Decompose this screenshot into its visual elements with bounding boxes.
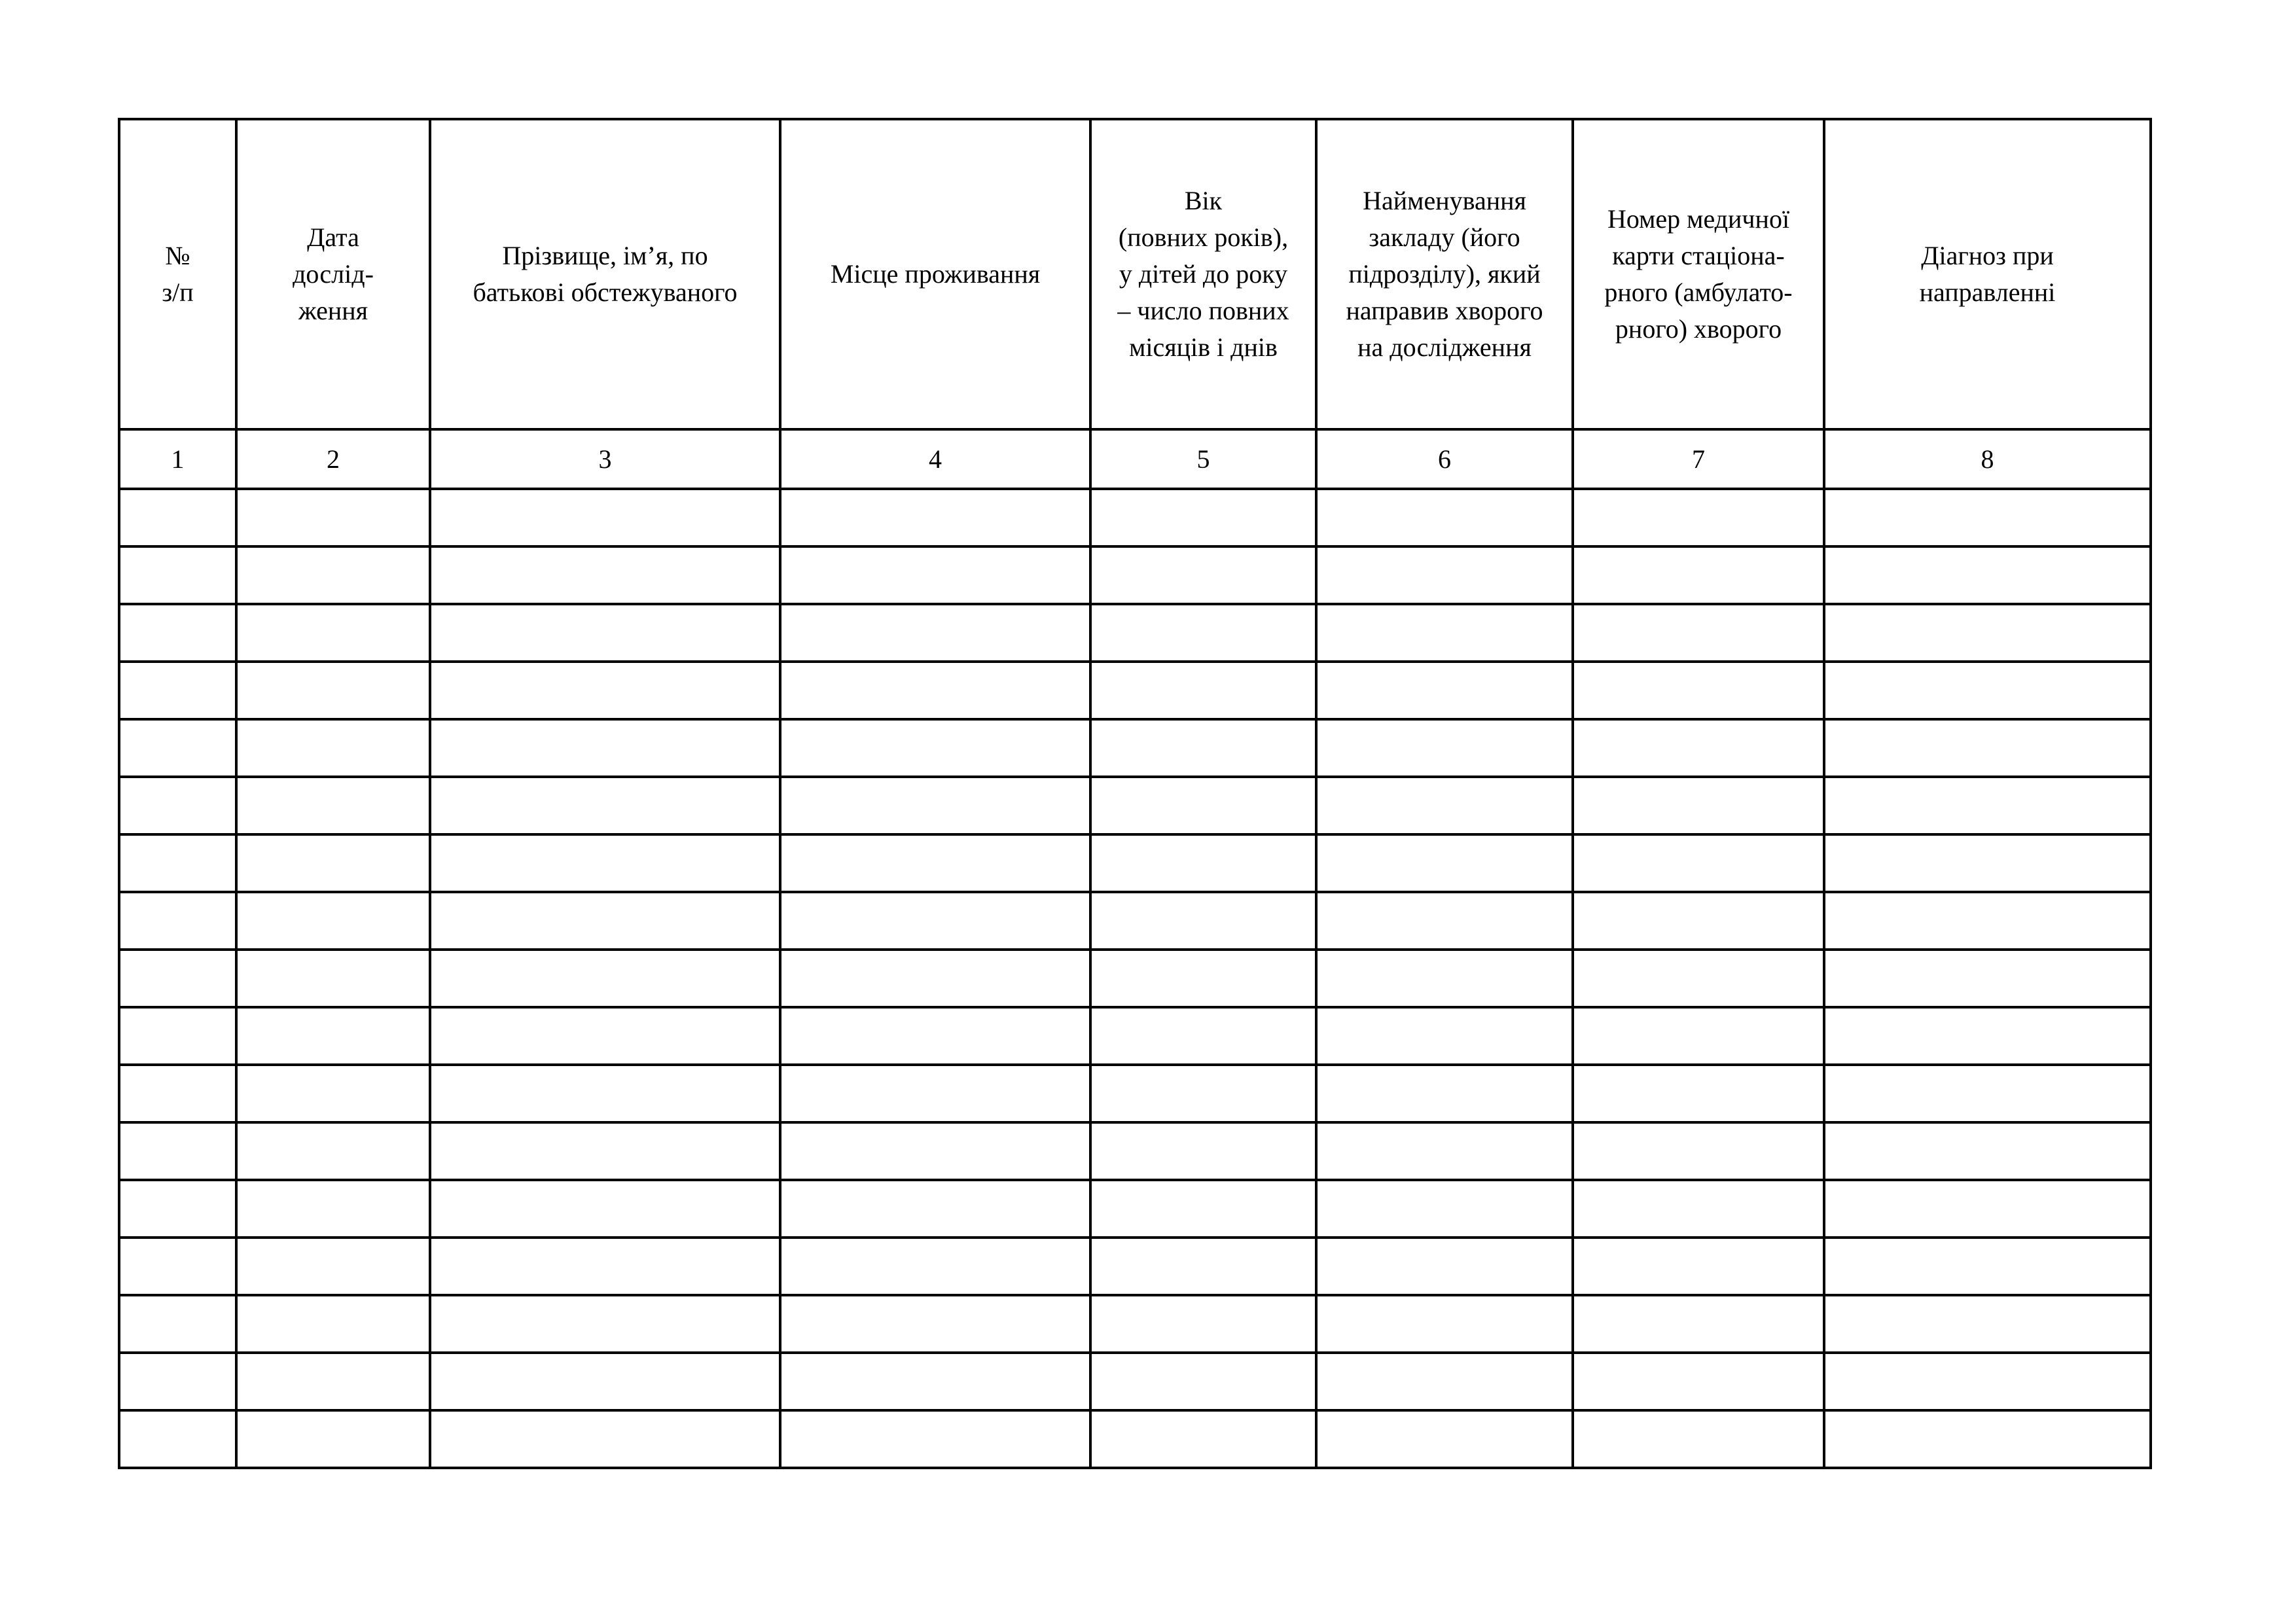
table-cell — [119, 892, 236, 950]
table-cell — [1824, 1122, 2151, 1180]
table-cell — [236, 777, 430, 834]
table-cell — [1090, 1238, 1316, 1295]
table-row — [119, 1007, 2151, 1065]
table-cell — [430, 1122, 780, 1180]
column-number-cell: 4 — [780, 429, 1090, 489]
table-cell — [119, 489, 236, 546]
table-cell — [780, 1238, 1090, 1295]
table-cell — [1824, 834, 2151, 892]
column-number-cell: 8 — [1824, 429, 2151, 489]
table-cell — [119, 662, 236, 719]
column-number-cell: 3 — [430, 429, 780, 489]
column-number-cell: 2 — [236, 429, 430, 489]
table-cell — [1090, 1295, 1316, 1353]
table-cell — [119, 1410, 236, 1468]
table-cell — [1824, 1180, 2151, 1238]
table-cell — [1573, 1295, 1824, 1353]
table-cell — [1316, 1410, 1573, 1468]
table-cell — [1573, 1180, 1824, 1238]
header-cell-age: Вік (повних років), у дітей до року – число повних місяців і днів — [1090, 119, 1316, 429]
table-row — [119, 777, 2151, 834]
table-row — [119, 1122, 2151, 1180]
table-cell — [1316, 719, 1573, 777]
table-cell — [236, 1065, 430, 1122]
table-cell — [1573, 662, 1824, 719]
table-cell — [236, 489, 430, 546]
table-cell — [430, 777, 780, 834]
column-number-cell: 1 — [119, 429, 236, 489]
table-cell — [780, 950, 1090, 1007]
table-cell — [1090, 604, 1316, 662]
table-cell — [1824, 777, 2151, 834]
header-cell-residence: Місце проживання — [780, 119, 1090, 429]
table-cell — [1316, 1180, 1573, 1238]
table-cell — [780, 1122, 1090, 1180]
table-cell — [780, 1353, 1090, 1410]
table-cell — [1824, 1007, 2151, 1065]
table-cell — [119, 719, 236, 777]
table-cell — [1316, 1295, 1573, 1353]
table-cell — [1316, 662, 1573, 719]
table-cell — [236, 1180, 430, 1238]
table-cell — [119, 604, 236, 662]
table-cell — [1824, 1065, 2151, 1122]
table-cell — [1573, 1238, 1824, 1295]
table-cell — [236, 719, 430, 777]
table-row — [119, 1238, 2151, 1295]
table-row — [119, 604, 2151, 662]
table-cell — [119, 834, 236, 892]
table-cell — [119, 777, 236, 834]
table-row — [119, 1180, 2151, 1238]
table-cell — [1824, 1410, 2151, 1468]
table-cell — [236, 834, 430, 892]
table-cell — [236, 1122, 430, 1180]
table-cell — [1573, 777, 1824, 834]
table-cell — [1824, 719, 2151, 777]
table-cell — [236, 1410, 430, 1468]
table-cell — [1573, 892, 1824, 950]
table-cell — [1824, 1238, 2151, 1295]
header-cell-date: Дата дослід- ження — [236, 119, 430, 429]
table-cell — [1090, 1007, 1316, 1065]
table-cell — [119, 1238, 236, 1295]
table-cell — [1316, 892, 1573, 950]
header-cell-number: № з/п — [119, 119, 236, 429]
table-cell — [1824, 950, 2151, 1007]
table-cell — [1316, 489, 1573, 546]
table-cell — [430, 604, 780, 662]
table-cell — [119, 1007, 236, 1065]
table-cell — [1090, 1410, 1316, 1468]
header-row — [119, 119, 2151, 429]
table-cell — [236, 1238, 430, 1295]
table-cell — [430, 1353, 780, 1410]
table-cell — [1573, 1007, 1824, 1065]
table-cell — [1090, 719, 1316, 777]
table-cell — [119, 950, 236, 1007]
table-cell — [1824, 489, 2151, 546]
table-cell — [430, 489, 780, 546]
table-cell — [430, 1007, 780, 1065]
table-cell — [1316, 546, 1573, 604]
table-cell — [1090, 1180, 1316, 1238]
table-cell — [1090, 1065, 1316, 1122]
table-cell — [119, 1295, 236, 1353]
table-cell — [1090, 950, 1316, 1007]
table-cell — [1316, 1122, 1573, 1180]
table-cell — [1090, 1122, 1316, 1180]
table-cell — [1573, 834, 1824, 892]
table-cell — [119, 1353, 236, 1410]
table-cell — [1824, 546, 2151, 604]
table-row — [119, 546, 2151, 604]
table-cell — [119, 1180, 236, 1238]
table-cell — [236, 546, 430, 604]
table-cell — [1824, 604, 2151, 662]
table-cell — [236, 950, 430, 1007]
table-cell — [1824, 892, 2151, 950]
header-cell-full-name: Прізвище, ім’я, по батькові обстежуваного — [430, 119, 780, 429]
table-cell — [1573, 1065, 1824, 1122]
table-cell — [780, 1410, 1090, 1468]
table-cell — [780, 719, 1090, 777]
table-cell — [780, 489, 1090, 546]
table-cell — [1824, 662, 2151, 719]
table-cell — [1573, 1353, 1824, 1410]
table-cell — [1824, 1295, 2151, 1353]
table-row — [119, 950, 2151, 1007]
table-cell — [1090, 892, 1316, 950]
table-row — [119, 1065, 2151, 1122]
table-cell — [780, 604, 1090, 662]
table-cell — [1573, 1122, 1824, 1180]
table-row — [119, 834, 2151, 892]
table-row — [119, 892, 2151, 950]
table-cell — [430, 662, 780, 719]
column-number-cell: 6 — [1316, 429, 1573, 489]
table-cell — [1316, 604, 1573, 662]
table-cell — [780, 1007, 1090, 1065]
table-row — [119, 662, 2151, 719]
table-cell — [780, 1065, 1090, 1122]
header-cell-medical-card-number: Номер медичної карти стаціона- рного (амбулато- рного) хворого — [1573, 119, 1824, 429]
table-cell — [236, 1295, 430, 1353]
table-cell — [430, 546, 780, 604]
table-row — [119, 719, 2151, 777]
table-cell — [1316, 1065, 1573, 1122]
table-cell — [1824, 1353, 2151, 1410]
table-cell — [236, 662, 430, 719]
table-cell — [1573, 950, 1824, 1007]
table-cell — [1573, 546, 1824, 604]
table-cell — [430, 834, 780, 892]
table-cell — [236, 892, 430, 950]
table-cell — [430, 950, 780, 1007]
table-cell — [1316, 1007, 1573, 1065]
table-cell — [780, 662, 1090, 719]
table-cell — [780, 546, 1090, 604]
table-cell — [119, 1065, 236, 1122]
table-cell — [430, 1180, 780, 1238]
table-cell — [780, 1295, 1090, 1353]
table-cell — [1316, 1238, 1573, 1295]
table-cell — [430, 1295, 780, 1353]
table-cell — [1316, 834, 1573, 892]
table-cell — [119, 1122, 236, 1180]
table-cell — [780, 777, 1090, 834]
table-cell — [1573, 719, 1824, 777]
column-number-cell: 5 — [1090, 429, 1316, 489]
table-row — [119, 1410, 2151, 1468]
table-row — [119, 489, 2151, 546]
register-table — [118, 118, 2152, 1469]
table-cell — [780, 1180, 1090, 1238]
table-cell — [236, 604, 430, 662]
table-row — [119, 1295, 2151, 1353]
table-cell — [1090, 489, 1316, 546]
table-cell — [1090, 834, 1316, 892]
table-cell — [1090, 662, 1316, 719]
column-number-row — [119, 429, 2151, 489]
table-cell — [430, 1410, 780, 1468]
table-cell — [1090, 546, 1316, 604]
table-cell — [780, 834, 1090, 892]
table-cell — [430, 1065, 780, 1122]
column-number-cell: 7 — [1573, 429, 1824, 489]
table-cell — [1573, 489, 1824, 546]
table-cell — [1090, 777, 1316, 834]
table-cell — [1316, 1353, 1573, 1410]
table-cell — [236, 1353, 430, 1410]
table-cell — [1316, 950, 1573, 1007]
table-cell — [236, 1007, 430, 1065]
table-cell — [1090, 1353, 1316, 1410]
table-cell — [430, 719, 780, 777]
table-cell — [1573, 1410, 1824, 1468]
header-cell-referral-diagnosis: Діагноз при направленні — [1824, 119, 2151, 429]
table-cell — [430, 1238, 780, 1295]
table-cell — [119, 546, 236, 604]
header-cell-referring-facility: Найменування закладу (його підрозділу), який направив хворого на дослідження — [1316, 119, 1573, 429]
table-row — [119, 1353, 2151, 1410]
table-cell — [430, 892, 780, 950]
table-cell — [780, 892, 1090, 950]
table-cell — [1573, 604, 1824, 662]
table-cell — [1316, 777, 1573, 834]
